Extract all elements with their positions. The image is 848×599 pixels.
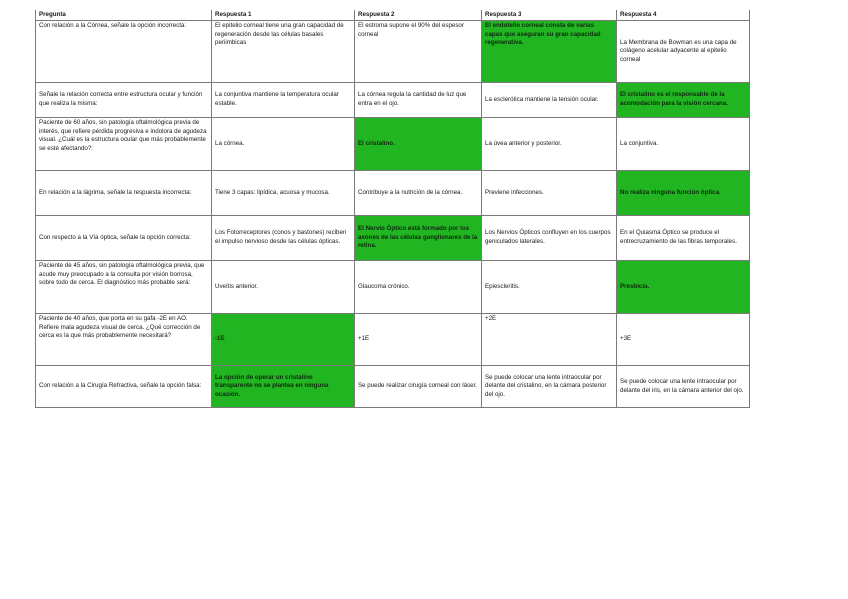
header-answer-4: Respuesta 4	[617, 10, 750, 21]
question-cell: Con relación a la Córnea, señale la opción incorrecta:	[36, 21, 212, 83]
question-cell: Señale la relación correcta entre estructura ocular y función que realiza la misma:	[36, 83, 212, 118]
question-cell: Paciente de 45 años, sin patología oftalmológica previa, que acude muy preocupado a la consulta por visión borrosa, sobre todo de cerca. El diagnóstico más probable será:	[36, 261, 212, 314]
answer-cell: La Membrana de Bowman es una capa de colágeno acelular adyacente al epitelio corneal	[617, 21, 750, 83]
answer-cell: La esclerótica mantiene la tensión ocular.	[482, 83, 617, 118]
answer-cell: El estroma supone el 90% del espesor corneal	[355, 21, 482, 83]
answer-cell: En el Quiasma Óptico se produce el entrecruzamiento de las fibras temporales.	[617, 216, 750, 261]
question-cell: Con respecto a la Vía óptica, señale la opción correcta:	[36, 216, 212, 261]
correct-answer-cell: El Nervio Óptico está formado por los axones de las células ganglionares de la retina.	[355, 216, 482, 261]
answer-cell: Glaucoma crónico.	[355, 261, 482, 314]
table-row	[36, 314, 750, 366]
answer-cell: La conjuntiva mantiene la temperatura ocular estable.	[212, 83, 355, 118]
answer-cell: +1E	[355, 314, 482, 366]
quiz-table	[35, 10, 750, 408]
question-cell: Con relación a la Cirugía Refractiva, señale la opción falsa:	[36, 366, 212, 408]
correct-answer-cell: No realiza ninguna función óptica.	[617, 171, 750, 216]
header-row	[36, 10, 750, 21]
answer-cell: Uveítis anterior.	[212, 261, 355, 314]
answer-cell: El epitelio corneal tiene una gran capacidad de regeneración desde las células basales periimbicas	[212, 21, 355, 83]
answer-cell: Se puede colocar una lente intraocular por delante del iris, en la cámara anterior del ojo.	[617, 366, 750, 408]
answer-cell: La córnea.	[212, 118, 355, 171]
answer-cell: La córnea regula la cantidad de luz que entra en el ojo.	[355, 83, 482, 118]
correct-answer-cell: La opción de operar un cristalino transparente no se plantea en ninguna ocasión.	[212, 366, 355, 408]
header-answer-2: Respuesta 2	[355, 10, 482, 21]
header-answer-3: Respuesta 3	[482, 10, 617, 21]
correct-answer-cell: El endotelio corneal consta de varias capas que aseguran su gran capacidad regenerativa.	[482, 21, 617, 83]
table-row	[36, 83, 750, 118]
answer-cell: Los Fotorreceptores (conos y bastones) reciben el impulso nervioso desde las células ópticas.	[212, 216, 355, 261]
correct-answer-cell: El cristalino.	[355, 118, 482, 171]
question-cell: Paciente de 40 años, que porta en su gafa -2E en AO. Refiere mala agudeza visual de cerca. ¿Qué corrección de cerca es la que más probablemente necesitará?	[36, 314, 212, 366]
answer-cell: Contribuye a la nutrición de la córnea.	[355, 171, 482, 216]
question-cell: Paciente de 60 años, sin patología oftalmológica previa de interés, que refiere pérdida progresiva e indolora de agudeza visual. ¿Cuál es la estructura ocular que más probablemente se esté afectando?:	[36, 118, 212, 171]
answer-cell: Epiescleritis.	[482, 261, 617, 314]
table-row	[36, 171, 750, 216]
correct-answer-cell: Presbicia.	[617, 261, 750, 314]
answer-cell: +3E	[617, 314, 750, 366]
question-cell: En relación a la lágrima, señale la respuesta incorrecta:	[36, 171, 212, 216]
answer-cell: +2E	[482, 314, 617, 366]
header-answer-1: Respuesta 1	[212, 10, 355, 21]
answer-cell: Los Nervios Ópticos confluyen en los cuerpos geniculados laterales.	[482, 216, 617, 261]
table-row	[36, 261, 750, 314]
answer-cell: Tiene 3 capas: lipídica, acuosa y mucosa.	[212, 171, 355, 216]
table-row	[36, 21, 750, 83]
correct-answer-cell: El cristalino es el responsable de la acomodación para la visión cercana.	[617, 83, 750, 118]
answer-cell: La úvea anterior y posterior.	[482, 118, 617, 171]
answer-cell: Se puede realizar cirugía corneal con láser.	[355, 366, 482, 408]
correct-answer-cell: -1E	[212, 314, 355, 366]
header-question: Pregunta	[36, 10, 212, 21]
table-row	[36, 216, 750, 261]
answer-cell: La conjuntiva.	[617, 118, 750, 171]
answer-cell: Previene infecciones.	[482, 171, 617, 216]
table-row	[36, 118, 750, 171]
answer-cell: Se puede colocar una lente intraocular por delante del cristalino, en la cámara posterior del ojo.	[482, 366, 617, 408]
table-row	[36, 366, 750, 408]
